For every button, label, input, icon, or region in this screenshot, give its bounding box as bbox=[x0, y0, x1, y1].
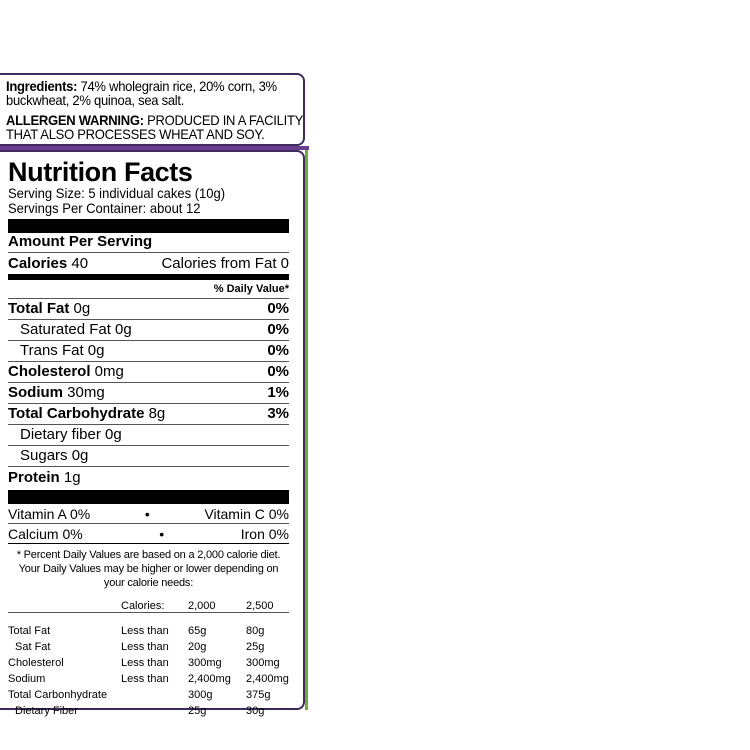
nutrient-amount: 1g bbox=[59, 469, 81, 486]
ingredients-panel bbox=[0, 73, 305, 146]
dv-header-cell: Calories: bbox=[121, 594, 188, 613]
dv-cell: Dietary Fiber bbox=[15, 705, 78, 717]
thick-divider bbox=[8, 490, 289, 504]
calories-label: Calories bbox=[8, 255, 68, 272]
vitamin-right: Vitamin C 0% bbox=[204, 505, 289, 522]
ingredients-line-2: buckwheat, 2% quinoa, sea salt. bbox=[6, 92, 185, 108]
table-row bbox=[8, 701, 289, 717]
nutrient-label: Total Carbohydrate bbox=[8, 405, 145, 422]
vitamin-row bbox=[8, 524, 289, 544]
serving-size: Serving Size: 5 individual cakes (10g) bbox=[8, 185, 226, 201]
table-row bbox=[8, 621, 289, 637]
daily-value-header: % Daily Value* bbox=[8, 280, 289, 299]
nutrient-pct: 3% bbox=[267, 405, 289, 422]
nutrient-pct: 1% bbox=[267, 384, 289, 401]
nutrient-label: Trans Fat 0g bbox=[20, 342, 105, 359]
nutrient-amount: 0mg bbox=[90, 363, 124, 380]
nutrient-cell bbox=[8, 363, 124, 380]
table-row bbox=[8, 637, 289, 653]
dv-cell: 375g bbox=[246, 689, 271, 701]
dv-cell: Less than bbox=[121, 673, 169, 685]
dv-cell: 2,400mg bbox=[188, 673, 231, 685]
nutrient-row-dietary-fiber bbox=[8, 425, 289, 446]
ingredients-line-1 bbox=[6, 79, 277, 93]
nutrition-facts-title: Nutrition Facts bbox=[8, 157, 193, 187]
dv-header-cell: 2,000 bbox=[188, 594, 246, 613]
table-row bbox=[8, 685, 289, 701]
allergen-line-2: THAT ALSO PROCESSES WHEAT AND SOY. bbox=[6, 126, 265, 142]
table-row bbox=[8, 669, 289, 685]
dv-cell: 300g bbox=[188, 689, 213, 701]
vitamin-right: Iron 0% bbox=[240, 525, 289, 542]
thick-divider bbox=[8, 219, 289, 233]
dv-cell: 80g bbox=[246, 625, 265, 637]
nutrient-label: Sodium bbox=[8, 384, 63, 401]
nutrient-cell bbox=[8, 384, 105, 401]
vitamin-left: Calcium 0% bbox=[8, 525, 83, 542]
nutrient-pct: 0% bbox=[267, 321, 289, 338]
nutrient-row-total-fat bbox=[8, 299, 289, 320]
amount-per-serving: Amount Per Serving bbox=[8, 233, 289, 253]
servings-per-container: Servings Per Container: about 12 bbox=[8, 200, 201, 216]
nutrient-row-sugars bbox=[8, 446, 289, 467]
dv-cell: 25g bbox=[188, 705, 207, 717]
dv-cell: Cholesterol bbox=[8, 657, 64, 669]
nutrient-pct: 0% bbox=[267, 342, 289, 359]
dv-cell: Sodium bbox=[8, 673, 46, 685]
bullet-icon: • bbox=[159, 525, 165, 542]
nutrient-label: Cholesterol bbox=[8, 363, 91, 380]
nutrient-row-cholesterol bbox=[8, 362, 289, 383]
nutrient-row-saturated-fat bbox=[8, 320, 289, 341]
nutrient-row-sodium bbox=[8, 383, 289, 404]
dv-cell: Less than bbox=[121, 657, 169, 669]
nutrient-pct: 0% bbox=[267, 363, 289, 380]
calories-from-fat: Calories from Fat 0 bbox=[161, 255, 289, 272]
dv-cell: 25g bbox=[246, 641, 265, 653]
nutrient-label: Dietary fiber 0g bbox=[20, 426, 122, 443]
dv-cell: 300mg bbox=[188, 657, 222, 669]
dv-table-header bbox=[8, 594, 289, 613]
allergen-text-1: PRODUCED IN A FACILITY bbox=[143, 112, 304, 128]
calories-row bbox=[8, 253, 289, 274]
dv-cell bbox=[121, 701, 188, 717]
nutrient-amount: 8g bbox=[144, 405, 166, 422]
daily-value-footnote: * Percent Daily Values are based on a 2,000 calorie diet. Your Daily Values may be higher or lower depending on your calorie needs: bbox=[16, 549, 281, 589]
allergen-line-1 bbox=[6, 112, 304, 128]
nutrient-cell bbox=[8, 405, 165, 422]
dv-cell: Less than bbox=[121, 625, 169, 637]
dv-cell: 65g bbox=[188, 625, 207, 637]
dv-header-cell bbox=[8, 594, 121, 613]
vitamin-left: Vitamin A 0% bbox=[8, 505, 91, 522]
nutrient-amount: 30mg bbox=[63, 384, 105, 401]
nutrient-label: Protein bbox=[8, 469, 60, 486]
vitamin-row bbox=[8, 504, 289, 524]
calories-cell bbox=[8, 255, 88, 272]
dv-cell: 300mg bbox=[246, 657, 280, 669]
nutrition-facts-panel bbox=[0, 150, 305, 717]
nutrient-row-total-carbohydrate bbox=[8, 404, 289, 425]
dv-cell: 2,400mg bbox=[246, 673, 289, 685]
nutrient-label: Sugars 0g bbox=[20, 447, 89, 464]
nutrient-row-protein bbox=[8, 467, 289, 488]
dv-cell bbox=[121, 685, 188, 701]
dv-cell: Total Fat bbox=[8, 625, 51, 637]
nutrient-row-trans-fat bbox=[8, 341, 289, 362]
daily-value-table bbox=[8, 594, 289, 717]
nutrient-pct: 0% bbox=[267, 300, 289, 317]
calories-value: 40 bbox=[67, 255, 89, 272]
allergen-label: ALLERGEN WARNING: bbox=[6, 112, 144, 128]
dv-cell: Total Carbonhydrate bbox=[8, 689, 108, 701]
table-row bbox=[8, 653, 289, 669]
nutrient-cell bbox=[8, 469, 81, 486]
dv-cell: Sat Fat bbox=[15, 641, 51, 653]
nutrient-amount: 0g bbox=[69, 300, 91, 317]
nutrient-label: Total Fat bbox=[8, 300, 70, 317]
dv-cell: Less than bbox=[121, 641, 169, 653]
nutrient-label: Saturated Fat 0g bbox=[20, 321, 132, 338]
ingredients-text-1: 74% wholegrain rice, 20% corn, 3% bbox=[77, 78, 277, 94]
green-edge bbox=[305, 150, 308, 710]
ingredients-label: Ingredients: bbox=[6, 78, 78, 94]
dv-cell: 30g bbox=[246, 705, 265, 717]
dv-header-cell: 2,500 bbox=[246, 594, 289, 613]
nutrient-cell bbox=[8, 300, 90, 317]
bullet-icon: • bbox=[144, 505, 150, 522]
dv-cell: 20g bbox=[188, 641, 207, 653]
